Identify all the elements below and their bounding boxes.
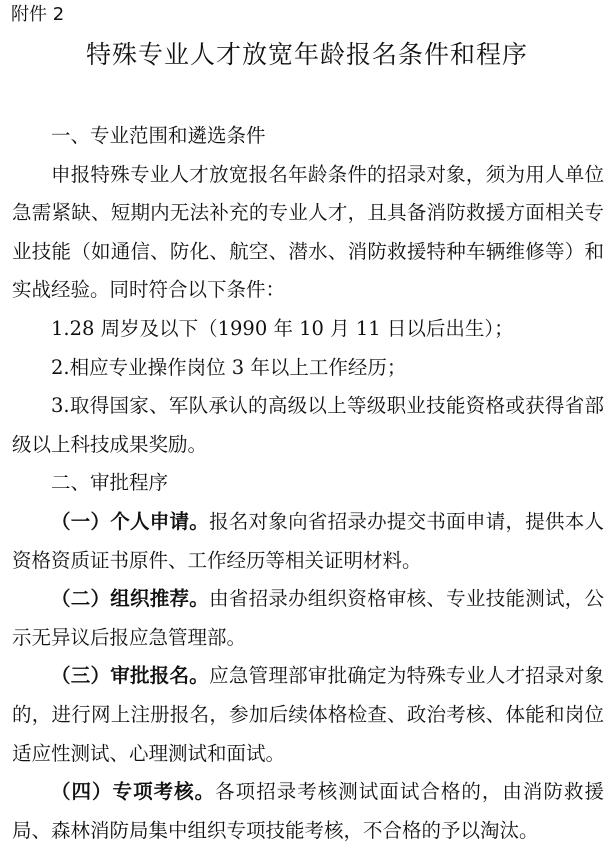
procedure-step-1 [12, 503, 604, 580]
step-text: 报名对象向省招录办提交书面申请，提供本人资格资质证书原件、工作经历等相关证明材料。 [12, 509, 604, 572]
document-body [12, 117, 604, 850]
step-label: （二）组织推荐。 [51, 587, 210, 611]
step-label: （一）个人申请。 [51, 509, 210, 533]
condition-item-2: 2.相应专业操作岗位 3 年以上工作经历； [51, 355, 407, 379]
paragraph-intro: 申报特殊专业人才放宽报名年龄条件的招录对象，须为用人单位急需紧缺、短期内无法补充的专业人才，且具备消防救援方面相关专业技能（如通信、防化、航空、潜水、消防救援特种车辆维修等）和实战经验。同时符合以下条件： [12, 162, 604, 302]
procedure-step-2 [12, 580, 604, 657]
procedure-step-3 [12, 657, 604, 773]
procedure-step-4 [12, 773, 604, 850]
section-heading-procedure: 二、审批程序 [51, 471, 169, 495]
document-title: 特殊专业人才放宽年龄报名条件和程序 [85, 40, 528, 69]
condition-item-1: 1.28 周岁及以下（1990 年 10 月 11 日以后出生）； [51, 316, 514, 340]
condition-item-3: 3.取得国家、军队承认的高级以上等级职业技能资格或获得省部级以上科技成果奖励。 [12, 394, 604, 456]
section-heading-scope: 一、专业范围和遴选条件 [51, 124, 266, 147]
step-label: （三）审批报名。 [51, 664, 210, 688]
step-label: （四）专项考核。 [51, 780, 216, 804]
step-text: 由省招录办组织资格审核、专业技能测试，公示无异议后报应急管理部。 [12, 587, 604, 649]
step-text: 各项招录考核测试面试合格的，由消防救援局、森林消防局集中组织专项技能考核，不合格的予以淘汰。 [12, 780, 604, 842]
step-text: 应急管理部审批确定为特殊专业人才招录对象的，进行网上注册报名，参加后续体格检查、政治考核、体能和岗位适应性测试、心理测试和面试。 [12, 664, 604, 765]
attachment-label: 附件 2 [11, 4, 65, 25]
